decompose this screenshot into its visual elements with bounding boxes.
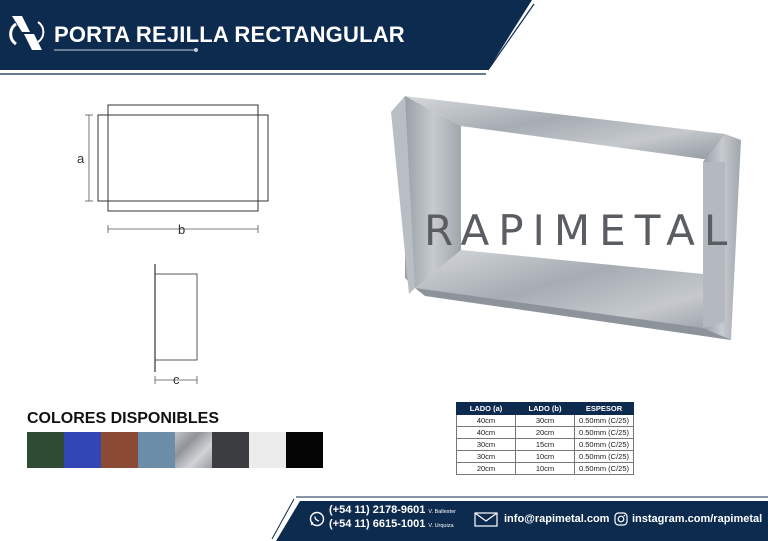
table-cell: 30cm xyxy=(457,439,516,451)
table-cell: 40cm xyxy=(457,415,516,427)
table-cell: 40cm xyxy=(457,427,516,439)
table-cell: 10cm xyxy=(516,451,575,463)
spec-table xyxy=(456,402,634,475)
color-swatches xyxy=(27,432,323,468)
table-row xyxy=(457,415,634,427)
table-header-row xyxy=(457,403,634,415)
colors-title: COLORES DISPONIBLES xyxy=(27,410,220,427)
dimension-b-label: b xyxy=(178,222,186,237)
table-cell: 15cm xyxy=(516,439,575,451)
phone-number: (+54 11) 2178-9601 xyxy=(329,504,426,516)
table-row xyxy=(457,463,634,475)
table-row xyxy=(457,439,634,451)
instagram-icon[interactable] xyxy=(614,512,628,526)
table-row xyxy=(457,427,634,439)
color-swatch-light-blue xyxy=(138,432,175,468)
side-view-diagram xyxy=(140,260,220,390)
color-swatch-white xyxy=(249,432,286,468)
table-cell: 10cm xyxy=(516,463,575,475)
column-header-espesor: ESPESOR xyxy=(575,403,634,415)
mail-icon[interactable] xyxy=(474,512,498,527)
table-row xyxy=(457,451,634,463)
email-link[interactable]: info@rapimetal.com xyxy=(504,513,610,525)
page-title: PORTA REJILLA RECTANGULAR xyxy=(54,22,405,47)
table-cell: 0.50mm (C/25) xyxy=(575,451,634,463)
color-swatch-black xyxy=(286,432,323,468)
table-cell: 0.50mm (C/25) xyxy=(575,439,634,451)
column-header-lado-a: LADO (a) xyxy=(457,403,516,415)
dimension-a-label: a xyxy=(77,151,85,166)
color-swatch-blue xyxy=(64,432,101,468)
phone-location: V. Ballester xyxy=(428,509,456,515)
color-swatch-green xyxy=(27,432,64,468)
table-cell: 30cm xyxy=(516,415,575,427)
rapimetal-logo-icon xyxy=(8,14,46,52)
table-cell: 20cm xyxy=(516,427,575,439)
table-cell: 0.50mm (C/25) xyxy=(575,415,634,427)
color-swatch-galvanized xyxy=(175,432,212,468)
column-header-lado-b: LADO (b) xyxy=(516,403,575,415)
phone-urquiza[interactable] xyxy=(329,518,454,530)
whatsapp-icon[interactable] xyxy=(309,511,325,527)
instagram-link[interactable]: instagram.com/rapimetal xyxy=(632,513,763,525)
phone-number: (+54 11) 6615-1001 xyxy=(329,518,426,530)
phone-location: V. Urquiza xyxy=(428,523,454,529)
color-swatch-brown xyxy=(101,432,138,468)
phone-ballester[interactable] xyxy=(329,504,456,516)
table-cell: 30cm xyxy=(457,451,516,463)
color-swatch-dark-grey xyxy=(212,432,249,468)
table-cell: 0.50mm (C/25) xyxy=(575,463,634,475)
dimension-c-label: c xyxy=(173,372,180,387)
table-cell: 0.50mm (C/25) xyxy=(575,427,634,439)
brand-watermark: RAPIMETAL xyxy=(424,206,737,255)
table-cell: 20cm xyxy=(457,463,516,475)
